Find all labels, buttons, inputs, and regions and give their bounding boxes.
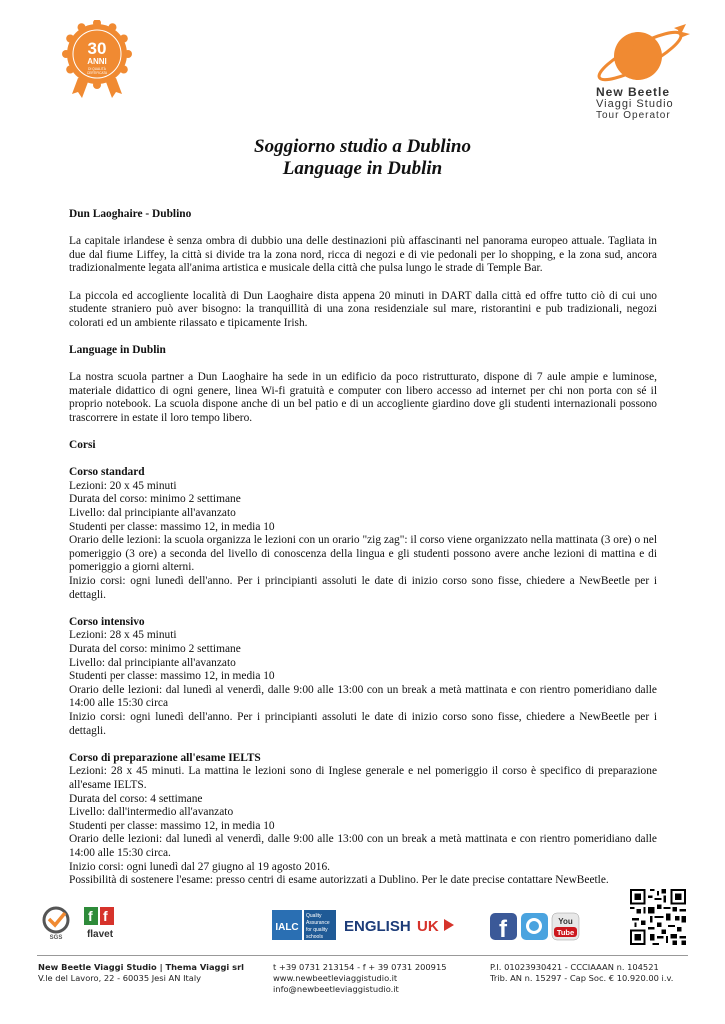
course-intensive-title: Corso intensivo <box>69 615 145 628</box>
course-ielts-start: Inizio corsi: ogni lunedì dal 27 giugno al 19 agosto 2016. <box>69 860 331 873</box>
footer-legal <box>490 962 673 984</box>
logo-line2: Viaggi Studio <box>596 98 674 110</box>
badge-sub1: DI QUALITÀ <box>88 67 106 71</box>
logo-line1: New Beetle <box>596 85 671 99</box>
course-ielts-schedule: Orario delle lezioni: dal lunedì al venerdì, dalle 9:00 alle 13:00 con un break a metà mattinata e con rientro pomeridiano dalle 14:00 alle 15:30 circa. <box>69 833 657 859</box>
logo-line3: Tour Operator <box>596 110 671 121</box>
section-heading-corsi: Corsi <box>69 439 96 452</box>
footer-trib: Trib. AN n. 15297 - Cap Soc. € 10.920.00 i.v. <box>490 973 674 983</box>
badge-word: ANNI <box>87 57 107 66</box>
document-body <box>69 208 657 888</box>
footer-email-link[interactable]: info@newbeetleviaggistudio.it <box>273 984 399 994</box>
english-uk-logo <box>344 914 462 936</box>
sgs-text: SGS <box>49 935 63 941</box>
ialc-tag1: Quality <box>306 913 322 919</box>
course-ielts-class-size: Studenti per classe: massimo 12, in media 10 <box>69 819 275 832</box>
sgs-logo <box>38 905 74 941</box>
footer-divider <box>37 955 688 956</box>
course-standard-lessons: Lezioni: 20 x 45 minuti <box>69 479 177 492</box>
badge-number: 30 <box>87 39 107 58</box>
twitter-icon[interactable] <box>521 913 548 940</box>
course-intensive-level: Livello: dal principiante all'avanzato <box>69 656 236 669</box>
footer-company-name: New Beetle Viaggi Studio | Thema Viaggi srl <box>38 962 245 972</box>
ialc-tag3: for quality <box>306 927 328 933</box>
youtube-icon[interactable] <box>552 913 579 940</box>
english-uk-text-a: ENGLISH <box>344 918 411 935</box>
qr-code[interactable] <box>630 889 686 945</box>
svg-text:f: f <box>103 908 108 924</box>
youtube-text-top: You <box>558 917 573 926</box>
footer-company <box>38 962 244 984</box>
course-ielts-duration: Durata del corso: 4 settimane <box>69 792 203 805</box>
youtube-text-bottom: Tube <box>556 928 575 937</box>
ialc-text: IALC <box>275 922 299 933</box>
paragraph-dublin-intro: La capitale irlandese è senza ombra di dubbio una delle destinazioni più affascinanti nel panorama europeo attuale. Tagliata in due dal fiume Liffey, la città si divide tra la zona nord, ricca di negozi e di vie pedonali per lo shopping, e la zona sud, ancora tradizionalmente legata all'anima artistica e musicale della città che pulsa lungo le strade di Temple Bar. <box>69 235 657 275</box>
course-ielts-title: Corso di preparazione all'esame IELTS <box>69 751 261 764</box>
flavet-text: flavet <box>86 929 114 940</box>
course-standard-class-size: Studenti per classe: massimo 12, in media 10 <box>69 520 275 533</box>
course-intensive-duration: Durata del corso: minimo 2 settimane <box>69 643 241 655</box>
course-ielts-exam: Possibilità di sostenere l'esame: presso centri di esame autorizzati a Dublino. Per le date precise contattare NewBeetle. <box>69 874 609 887</box>
course-intensive-lessons: Lezioni: 28 x 45 minuti <box>69 629 177 642</box>
ialc-tag4: schools <box>306 934 323 940</box>
course-intensive-schedule: Orario delle lezioni: dal lunedì al venerdì, dalle 9:00 alle 13:00 con un break a metà mattinata e con rientro pomeridiano dalle 14:00 alle 15:30 circa <box>69 683 657 710</box>
svg-text:f: f <box>499 916 507 942</box>
footer-address: V.le del Lavoro, 22 - 60035 Jesi AN Italy <box>38 973 202 983</box>
footer-phone: t +39 0731 213154 - f + 39 0731 200915 <box>273 962 447 972</box>
course-intensive-start: Inizio corsi: ogni lunedì dell'anno. Per i principianti assoluti le date di inizio corso sono fisse, chiedere a NewBeetle per i dettagli. <box>69 710 657 737</box>
flavet-logo <box>80 905 120 943</box>
ialc-logo <box>272 910 336 940</box>
svg-text:f: f <box>88 908 93 924</box>
footer-website-link[interactable]: www.newbeetleviaggistudio.it <box>273 973 398 983</box>
title-line2: Language in Dublin <box>282 158 443 179</box>
page-title <box>0 136 725 180</box>
course-standard-schedule: Orario delle lezioni: la scuola organizza le lezioni con un orario "zig zag": il corso viene organizzato nella mattinata (3 ore) o nel pomeriggio (3 ore) a seconda del livello di conoscenza della lingua e gli studenti possono avere anche lezioni di mattina e di pomeriggio a giorni alterni. <box>69 534 657 574</box>
course-standard-start: Inizio corsi: ogni lunedì dell'anno. Per i principianti assoluti le date di inizio corso sono fisse, chiedere a NewBeetle per i dettagli. <box>69 575 657 601</box>
section-heading-dun-laoghaire: Dun Laoghaire - Dublino <box>69 208 192 220</box>
section-heading-language-in-dublin: Language in Dublin <box>69 343 166 356</box>
logo-wordmark <box>596 86 674 122</box>
paragraph-school: La nostra scuola partner a Dun Laoghaire ha sede in un edificio da poco ristrutturato, dispone di 7 aule ampie e luminose, materiale didattico di ogni genere, linea Wi-fi gratuità e computer con libero accesso ad internet per chi non porta con sé il proprio notebook. La scuola dispone anche di un bel patio e di un accogliente giardino dove gli studenti internazionali possono trascorrere in estate il loro tempo libero. <box>69 371 657 424</box>
footer-vat: P.I. 01023930421 - CCCIAAAN n. 104521 <box>490 962 659 972</box>
title-line1: Soggiorno studio a Dublino <box>254 136 471 157</box>
course-standard-title: Corso standard <box>69 466 145 479</box>
course-ielts-lessons: Lezioni: 28 x 45 minuti. La mattina le lezioni sono di Inglese generale e nel pomeriggio il corso è specifico di preparazione all'esame IELTS. <box>69 765 657 791</box>
footer-contacts <box>273 962 447 995</box>
ialc-tag2: Assurance <box>306 920 330 926</box>
course-standard-duration: Durata del corso: minimo 2 settimane <box>69 493 241 506</box>
facebook-icon[interactable] <box>490 913 517 942</box>
english-uk-text-b: UK <box>417 918 439 935</box>
course-ielts-level: Livello: dall'intermedio all'avanzato <box>69 806 234 819</box>
partner-logos <box>0 905 725 945</box>
social-icons <box>490 912 580 942</box>
paragraph-dun-laoghaire: La piccola ed accogliente località di Dun Laoghaire dista appena 20 minuti in DART dalla città ed offre tutto ciò di cui uno studente straniero può aver bisogno: la tranquillità di una zona residenziale sul mare, ristorantini e pub tradizionali, negozi colorati ed un ambiente rilassato e tipicamente Irish. <box>69 289 657 329</box>
30-anni-badge <box>60 20 134 100</box>
badge-sub2: CERTIFICATA <box>86 71 108 75</box>
course-intensive-class-size: Studenti per classe: massimo 12, in media 10 <box>69 670 275 683</box>
course-standard-level: Livello: dal principiante all'avanzato <box>69 507 236 520</box>
